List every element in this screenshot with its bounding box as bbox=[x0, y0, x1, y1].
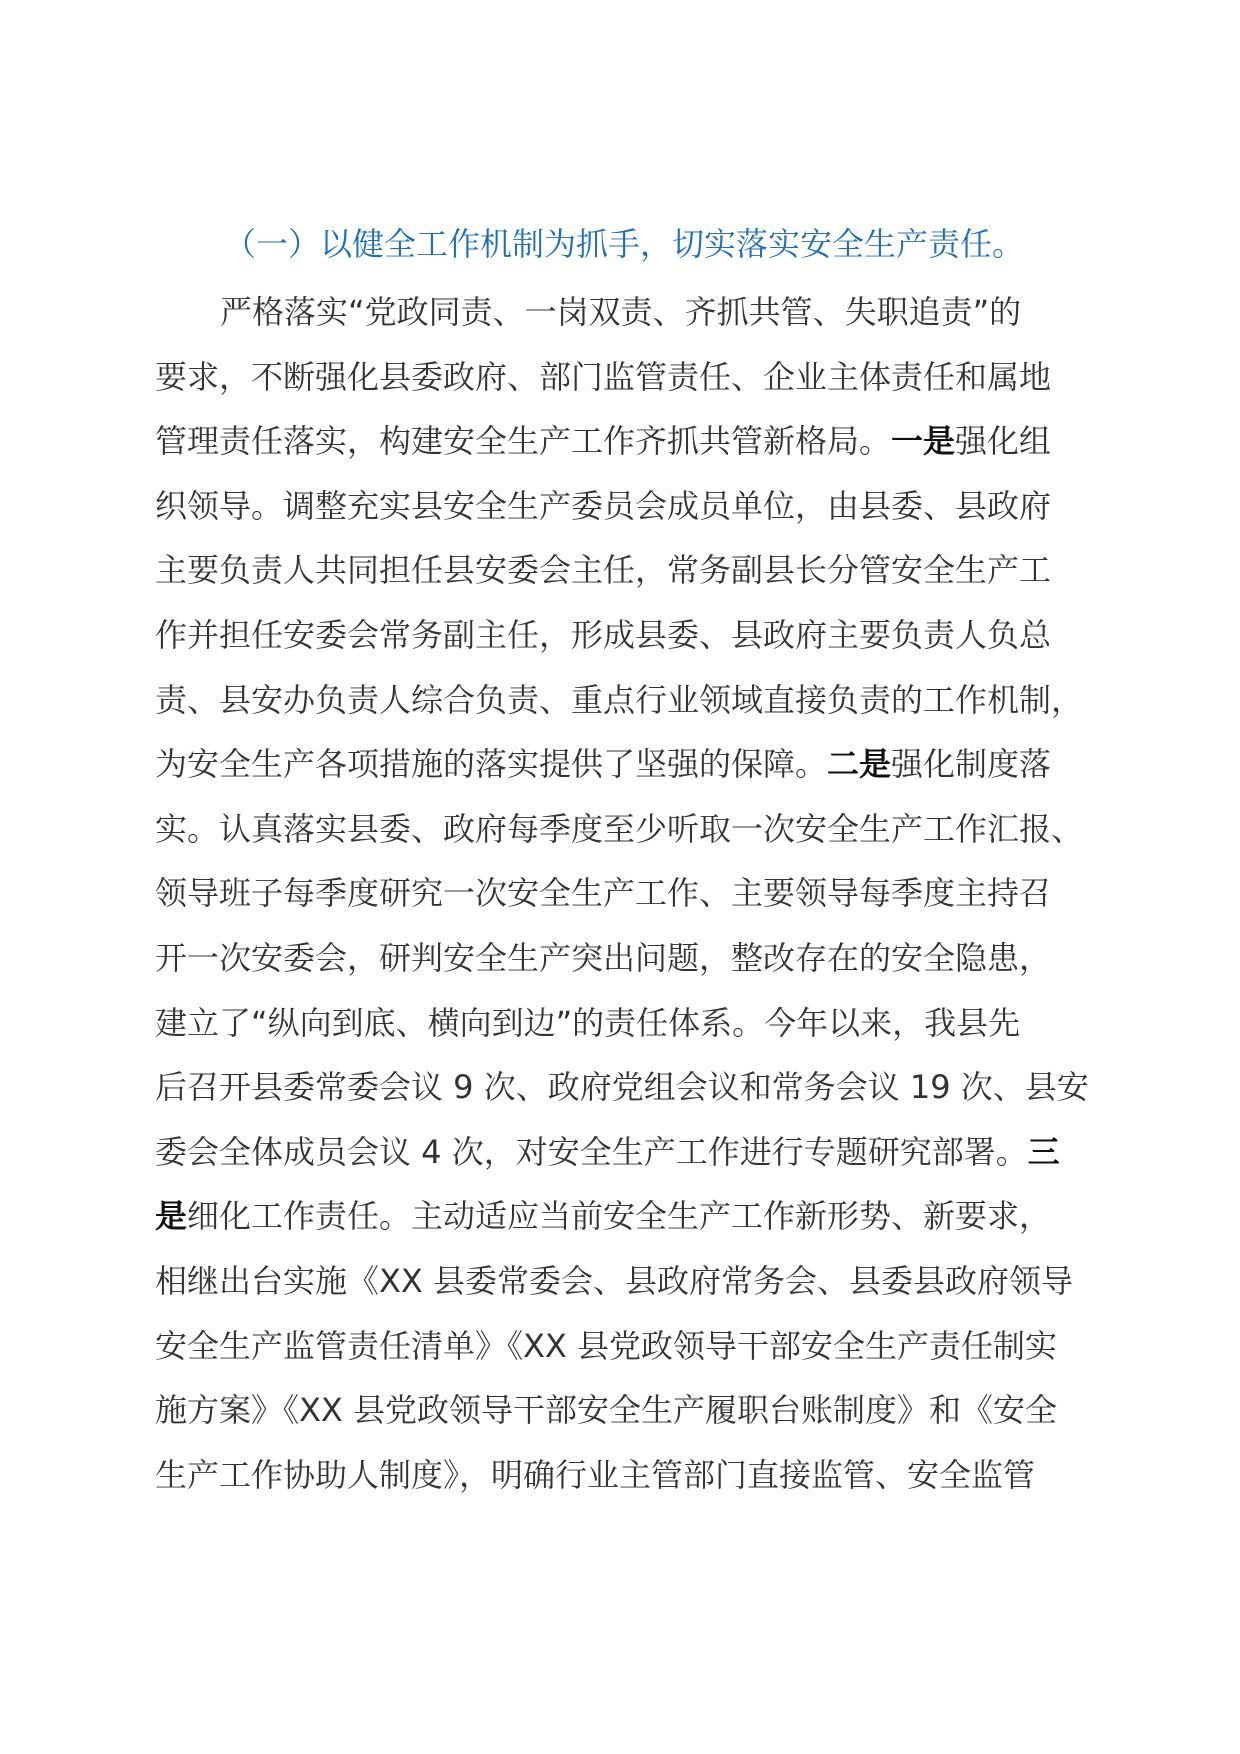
line-text: 相继出台实施《XX 县委常委会、县政府常务会、县委县政府领导 bbox=[155, 1262, 1074, 1300]
line-text: 实。认真落实县委、政府每季度至少听取一次安全生产工作汇报、 bbox=[155, 809, 1084, 848]
paragraph-line bbox=[155, 742, 1051, 786]
line-text: 施方案》《XX 县党政领导干部安全生产履职台账制度》和《安全 bbox=[155, 1391, 1058, 1430]
paragraph-line bbox=[155, 1259, 1073, 1303]
paragraph-line bbox=[155, 936, 1051, 980]
line-text: 开一次安委会，研判安全生产突出问题，整改存在的安全隐患， bbox=[155, 939, 1052, 977]
paragraph-line bbox=[155, 1065, 1089, 1109]
paragraph-line bbox=[155, 484, 1051, 528]
line-text: 安全生产监管责任清单》《XX 县党政领导干部安全生产责任制实 bbox=[155, 1326, 1058, 1365]
line-text: 织领导。调整充实县安全生产委员会成员单位，由县委、县政府 bbox=[155, 486, 1052, 525]
paragraph-line bbox=[155, 1130, 1060, 1174]
paragraph-line bbox=[155, 355, 1051, 399]
line-text: 细化工作责任。主动适应当前安全生产工作新形势、新要求， bbox=[187, 1197, 1052, 1236]
section-heading: （一）以健全工作机制为抓手，切实落实安全生产责任。 bbox=[224, 225, 1025, 263]
line-text: 强化组 bbox=[955, 422, 1052, 461]
line-text: 领导班子每季度研究一次安全生产工作、主要领导每季度主持召 bbox=[155, 874, 1052, 913]
emphasis-text: 一是 bbox=[891, 422, 956, 461]
paragraph-line bbox=[155, 548, 1051, 592]
line-text: 为安全生产各项措施的落实提供了坚强的保障。 bbox=[155, 745, 828, 784]
line-text: 生产工作协助人制度》，明确行业主管部门直接监管、安全监管 bbox=[155, 1455, 1036, 1494]
paragraph-line bbox=[155, 1194, 1051, 1238]
line-text: 后召开县委常委会议 9 次、政府党组会议和常务会议 19 次、县安 bbox=[155, 1068, 1089, 1107]
paragraph-line bbox=[220, 290, 1021, 334]
paragraph-line bbox=[155, 807, 1083, 851]
emphasis-text: 三 bbox=[1027, 1132, 1060, 1171]
paragraph-line bbox=[155, 678, 1083, 722]
paragraph-line bbox=[155, 1388, 1057, 1432]
line-text: 责、县安办负责人综合负责、重点行业领域直接负责的工作机制， bbox=[155, 680, 1084, 719]
paragraph-line bbox=[155, 1001, 1020, 1045]
line-text: 管理责任落实，构建安全生产工作齐抓共管新格局。 bbox=[155, 422, 892, 461]
paragraph-line bbox=[155, 1324, 1057, 1368]
line-text: 建立了“纵向到底、横向到边”的责任体系。今年以来，我县先 bbox=[155, 1003, 1021, 1042]
paragraph-line bbox=[155, 419, 1051, 463]
emphasis-text: 是 bbox=[155, 1197, 188, 1236]
line-text: 主要负责人共同担任县安委会主任，常务副县长分管安全生产工 bbox=[155, 551, 1052, 590]
emphasis-text: 二是 bbox=[827, 745, 892, 784]
line-text: 强化制度落 bbox=[891, 745, 1052, 784]
line-text: 作并担任安委会常务副主任，形成县委、县政府主要负责人负总 bbox=[155, 616, 1052, 654]
line-text: 委会全体成员会议 4 次，对安全生产工作进行专题研究部署。 bbox=[155, 1132, 1028, 1171]
line-text: 要求，不断强化县委政府、部门监管责任、企业主体责任和属地 bbox=[155, 357, 1052, 396]
paragraph-line bbox=[155, 1453, 1035, 1497]
paragraph-line bbox=[155, 613, 1051, 657]
line-text: 严格落实“党政同责、一岗双责、齐抓共管、失职追责”的 bbox=[220, 293, 1022, 331]
paragraph-line bbox=[155, 871, 1051, 915]
